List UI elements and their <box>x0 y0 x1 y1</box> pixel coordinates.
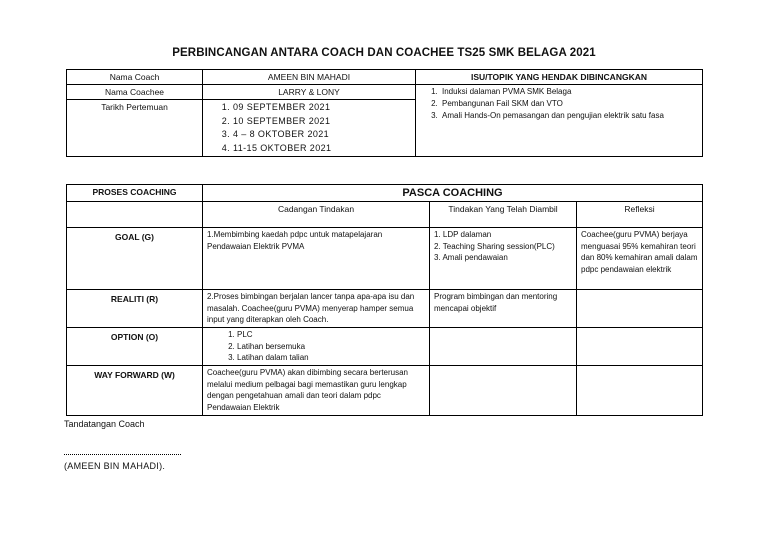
coach-label: Nama Coach <box>67 70 203 85</box>
realiti-tindakan: Program bimbingan dan mentoring mencapai objektif <box>430 290 577 328</box>
date-item: 2. 10 SEPTEMBER 2021 <box>233 115 411 129</box>
option-label: OPTION (O) <box>67 328 203 366</box>
goal-row <box>67 228 703 290</box>
signature-label: Tandatangan Coach <box>64 419 145 429</box>
way-forward-tindakan <box>430 366 577 416</box>
goal-refleksi: Coachee(guru PVMA) berjaya menguasai 95% kemahiran teori dan 80% kemahiran amali dalam pdpc pendawaian elektrik <box>577 228 703 290</box>
option-cadangan <box>203 328 430 366</box>
goal-cadangan: 1.Membimbing kaedah pdpc untuk matapelajaran Pendawaian Elektrik PVMA <box>203 228 430 290</box>
option-item: 1. PLC <box>237 329 425 341</box>
realiti-row <box>67 290 703 328</box>
topic-header: ISU/TOPIK YANG HENDAK DIBINCANGKAN <box>416 70 703 85</box>
topic-item: 2. Pembangunan Fail SKM dan VTO <box>440 98 698 110</box>
coachee-value: LARRY & LONY <box>203 85 416 100</box>
date-item: 4. 11-15 OKTOBER 2021 <box>233 142 411 156</box>
date-item: 3. 4 – 8 OKTOBER 2021 <box>233 128 411 142</box>
subheader-row <box>67 202 703 228</box>
goal-tindakan-item: 2. Teaching Sharing session(PLC) <box>434 241 555 251</box>
date-label: Tarikh Pertemuan <box>67 100 203 157</box>
page-title: PERBINCANGAN ANTARA COACH DAN COACHEE TS25 SMK BELAGA 2021 <box>172 47 596 59</box>
date-list <box>207 101 411 155</box>
coaching-table <box>66 184 703 416</box>
realiti-cadangan: 2.Proses bimbingan berjalan lancer tanpa apa-apa isu dan masalah. Coachee(guru PVMA) menyerap hamper semua input yang diterapkan oleh Coach. <box>203 290 430 328</box>
topic-list <box>420 86 698 122</box>
option-item: 3. Latihan dalam talian <box>237 352 425 364</box>
pasca-header: PASCA COACHING <box>203 185 703 202</box>
goal-tindakan <box>430 228 577 290</box>
info-table <box>66 69 703 157</box>
coach-row <box>67 70 703 85</box>
topic-cell <box>416 85 703 157</box>
empty-cell <box>67 202 203 228</box>
date-item: 1. 09 SEPTEMBER 2021 <box>233 101 411 115</box>
option-refleksi <box>577 328 703 366</box>
process-header: PROSES COACHING <box>67 185 203 202</box>
way-forward-label: WAY FORWARD (W) <box>67 366 203 416</box>
option-item: 2. Latihan bersemuka <box>237 341 425 353</box>
header-row <box>67 185 703 202</box>
coachee-label: Nama Coachee <box>67 85 203 100</box>
coachee-row <box>67 85 703 100</box>
realiti-label: REALITI (R) <box>67 290 203 328</box>
col-tindakan: Tindakan Yang Telah Diambil <box>430 202 577 228</box>
way-forward-cadangan: Coachee(guru PVMA) akan dibimbing secara berterusan melalui medium pelbagai bagi memastikan guru lengkap dengan pengetahuan amali dan teori dalam pdpc Pendawaian Elektrik <box>203 366 430 416</box>
option-tindakan <box>430 328 577 366</box>
topic-item: 3. Amali Hands-On pemasangan dan pengujian elektrik satu fasa <box>440 110 698 122</box>
goal-label: GOAL (G) <box>67 228 203 290</box>
signature-line <box>64 446 181 455</box>
col-refleksi: Refleksi <box>577 202 703 228</box>
topic-item: 1. Induksi dalaman PVMA SMK Belaga <box>440 86 698 98</box>
way-forward-refleksi <box>577 366 703 416</box>
date-cell <box>203 100 416 157</box>
goal-tindakan-item: 1. LDP dalaman <box>434 230 492 239</box>
option-list <box>207 329 425 364</box>
goal-tindakan-item: 3. Amali pendawaian <box>434 253 508 263</box>
option-row <box>67 328 703 366</box>
realiti-refleksi <box>577 290 703 328</box>
signature-name: (AMEEN BIN MAHADI). <box>64 461 166 471</box>
way-forward-row <box>67 366 703 416</box>
coach-value: AMEEN BIN MAHADI <box>203 70 416 85</box>
col-cadangan: Cadangan Tindakan <box>203 202 430 228</box>
